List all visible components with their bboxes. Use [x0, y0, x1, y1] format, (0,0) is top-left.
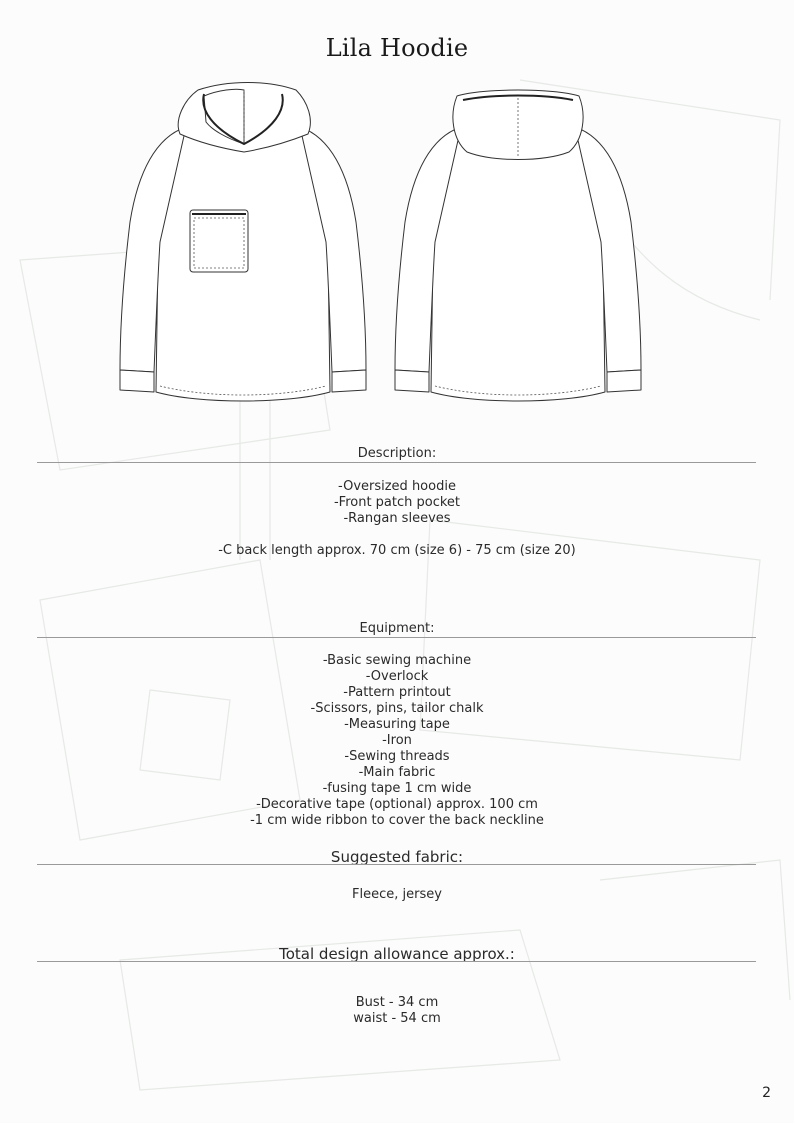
- list-item: -Iron: [382, 733, 412, 748]
- list-item: Bust - 34 cm: [355, 995, 439, 1010]
- list-item: -Rangan sleeves: [343, 511, 451, 526]
- list-item: -Overlock: [365, 669, 429, 684]
- hoodie-front-sketch: [108, 82, 378, 412]
- page-number: 2: [762, 1085, 771, 1101]
- hoodie-back-sketch: [383, 82, 653, 412]
- list-item: -Measuring tape: [344, 717, 450, 732]
- list-item: -Decorative tape (optional) approx. 100 cm: [256, 797, 538, 812]
- list-item: -Sewing threads: [344, 749, 450, 764]
- fabric-heading: Suggested fabric:: [330, 848, 464, 866]
- allowance-heading: Total design allowance approx.:: [279, 945, 515, 963]
- list-item: -Scissors, pins, tailor chalk: [310, 701, 484, 716]
- equipment-divider: [37, 637, 756, 638]
- description-list: [0, 479, 794, 527]
- list-item: -Oversized hoodie: [338, 479, 456, 494]
- fabric-divider: [37, 864, 756, 865]
- list-item: -1 cm wide ribbon to cover the back neckline: [250, 813, 544, 828]
- description-heading: Description:: [357, 446, 437, 461]
- description-length-note: -C back length approx. 70 cm (size 6) - 75 cm (size 20): [218, 543, 576, 558]
- allowance-divider: [37, 961, 756, 962]
- list-item: -Pattern printout: [343, 685, 451, 700]
- equipment-list: [0, 653, 794, 829]
- fabric-text: Fleece, jersey: [352, 887, 442, 902]
- list-item: -Basic sewing machine: [322, 653, 472, 668]
- list-item: -Main fabric: [358, 765, 436, 780]
- allowance-list: [0, 995, 794, 1027]
- list-item: waist - 54 cm: [353, 1011, 441, 1026]
- equipment-heading: Equipment:: [359, 621, 435, 636]
- page-title: Lila Hoodie: [325, 34, 469, 62]
- description-divider: [37, 462, 756, 463]
- list-item: -Front patch pocket: [333, 495, 461, 510]
- list-item: -fusing tape 1 cm wide: [322, 781, 472, 796]
